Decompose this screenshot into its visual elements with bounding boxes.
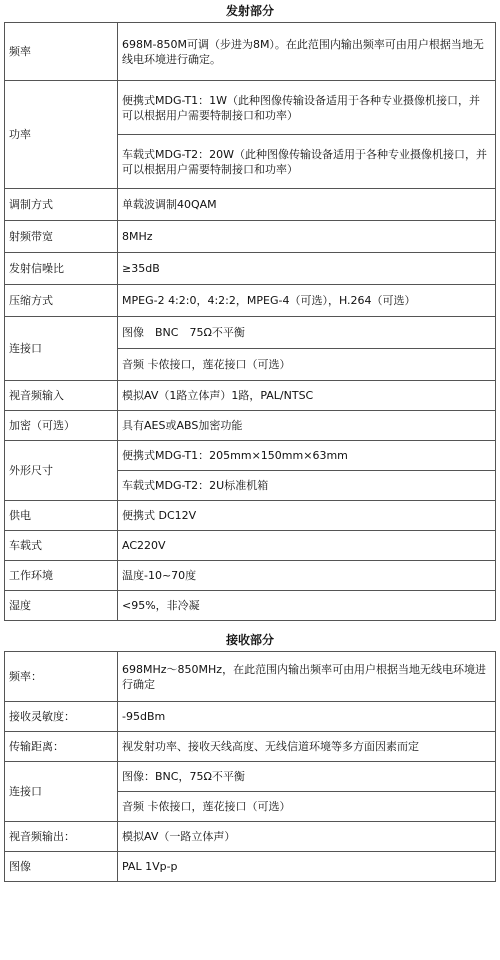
table-row xyxy=(5,652,496,702)
spec-value: 模拟AV（一路立体声） xyxy=(118,822,496,852)
spec-key: 图像 xyxy=(5,852,118,882)
spec-key: 供电 xyxy=(5,501,118,531)
table-row xyxy=(5,23,496,81)
spec-key: 视音频输入 xyxy=(5,381,118,411)
table-row xyxy=(5,822,496,852)
spec-key: 射频带宽 xyxy=(5,221,118,253)
spec-value: ≥35dB xyxy=(118,253,496,285)
spec-value: 温度-10~70度 xyxy=(118,561,496,591)
spec-value: 便携式MDG-T1：1W（此种图像传输设备适用于各种专业摄像机接口，并可以根据用户需要特制接口和功率） xyxy=(118,81,496,135)
spec-value: 具有AES或ABS加密功能 xyxy=(118,411,496,441)
table-row xyxy=(5,732,496,762)
table-row xyxy=(5,317,496,349)
table-row xyxy=(5,702,496,732)
spec-value: 音频 卡侬接口，莲花接口（可选） xyxy=(118,792,496,822)
spec-key: 频率 xyxy=(5,23,118,81)
spec-value: PAL 1Vp-p xyxy=(118,852,496,882)
spec-key: 调制方式 xyxy=(5,189,118,221)
table-row xyxy=(5,189,496,221)
table-row xyxy=(5,221,496,253)
spec-key: 传输距离： xyxy=(5,732,118,762)
spec-value: AC220V xyxy=(118,531,496,561)
spec-value: 模拟AV（1路立体声）1路，PAL/NTSC xyxy=(118,381,496,411)
table-row xyxy=(5,441,496,471)
spec-key: 湿度 xyxy=(5,591,118,621)
spec-value: 便携式MDG-T1：205mm×150mm×63mm xyxy=(118,441,496,471)
transmit-spec-table xyxy=(4,22,496,621)
table-row xyxy=(5,381,496,411)
transmit-section-title: 发射部分 xyxy=(225,4,274,18)
spec-value: 音频 卡侬接口，莲花接口（可选） xyxy=(118,349,496,381)
spec-value: -95dBm xyxy=(118,702,496,732)
spec-value: 车载式MDG-T2：20W（此种图像传输设备适用于各种专业摄像机接口，并可以根据用户需要特制接口和功率） xyxy=(118,135,496,189)
spec-value: 视发射功率、接收天线高度、无线信道环境等多方面因素而定 xyxy=(118,732,496,762)
spec-key: 外形尺寸 xyxy=(5,441,118,501)
section-spacer xyxy=(0,621,500,629)
table-row xyxy=(5,501,496,531)
spec-value: 698M-850M可调（步进为8M）。在此范围内输出频率可由用户根据当地无线电环境进行确定。 xyxy=(118,23,496,81)
spec-key: 压缩方式 xyxy=(5,285,118,317)
spec-value: <95%，非冷凝 xyxy=(118,591,496,621)
receive-spec-table xyxy=(4,651,496,882)
spec-value: MPEG-2 4:2:0，4:2:2，MPEG-4（可选），H.264（可选） xyxy=(118,285,496,317)
spec-key: 连接口 xyxy=(5,762,118,822)
spec-value: 图像 BNC 75Ω不平衡 xyxy=(118,317,496,349)
spec-key: 连接口 xyxy=(5,317,118,381)
spec-key: 视音频输出： xyxy=(5,822,118,852)
table-row xyxy=(5,285,496,317)
table-row xyxy=(5,852,496,882)
table-row xyxy=(5,253,496,285)
spec-key: 发射信噪比 xyxy=(5,253,118,285)
table-row xyxy=(5,531,496,561)
spec-value: 图像：BNC，75Ω不平衡 xyxy=(118,762,496,792)
spec-key: 工作环境 xyxy=(5,561,118,591)
spec-key: 功率 xyxy=(5,81,118,189)
spec-value: 车载式MDG-T2：2U标准机箱 xyxy=(118,471,496,501)
spec-key: 车载式 xyxy=(5,531,118,561)
spec-key: 频率： xyxy=(5,652,118,702)
spec-value: 便携式 DC12V xyxy=(118,501,496,531)
table-row xyxy=(5,762,496,792)
table-row xyxy=(5,81,496,135)
receive-section-title: 接收部分 xyxy=(225,633,274,647)
spec-value: 单载波调制40QAM xyxy=(118,189,496,221)
spec-value: 698MHz～850MHz，在此范围内输出频率可由用户根据当地无线电环境进行确定 xyxy=(118,652,496,702)
spec-value: 8MHz xyxy=(118,221,496,253)
spec-key: 接收灵敏度： xyxy=(5,702,118,732)
spec-key: 加密（可选） xyxy=(5,411,118,441)
table-row xyxy=(5,411,496,441)
table-row xyxy=(5,561,496,591)
table-row xyxy=(5,591,496,621)
